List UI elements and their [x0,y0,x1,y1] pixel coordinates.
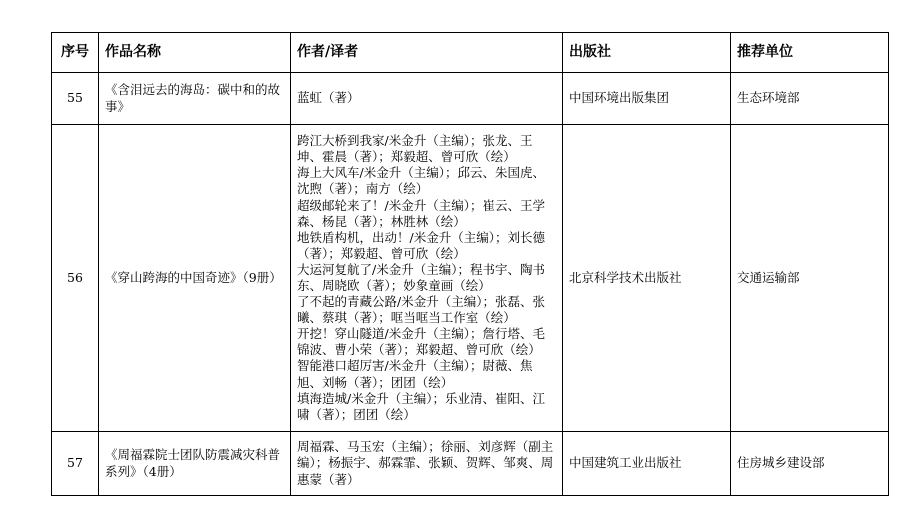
header-author: 作者/译者 [291,33,563,73]
recommendation-table [51,32,889,496]
author-line: 智能港口超厉害/米金升（主编）；尉薇、焦旭、刘畅（著）；团团（绘） [297,358,533,390]
author-line: 跨江大桥到我家/米金升（主编）；张龙、王坤、霍晨（著）；郑毅超、曾可欣（绘） [297,133,533,165]
work-title: 《穿山跨海的中国奇迹》（9册） [99,125,291,432]
author-line: 海上大风车/米金升（主编）；邱云、朱国虎、沈煦（著）；南方（绘） [297,165,545,197]
work-publisher: 中国建筑工业出版社 [563,432,731,496]
author-line: 超级邮轮来了！/米金升（主编）；崔云、王学森、杨昆（著）；林胜林（绘） [297,197,545,229]
header-title: 作品名称 [99,33,291,73]
work-author [291,125,563,432]
header-no: 序号 [52,33,99,73]
row-number: 56 [52,125,99,432]
header-row [52,33,889,73]
work-author: 周福霖、马玉宏（主编）；徐丽、刘彦辉（副主编）；杨振宇、郝霖霏、张颖、贺辉、邹爽、周惠蒙（著） [291,432,563,496]
row-number: 55 [52,73,99,125]
author-line: 地铁盾构机，出动！/米金升（主编）；刘长德（著）；郑毅超、曾可欣（绘） [297,229,545,261]
work-author: 蓝虹（著） [291,73,563,125]
author-line: 开挖！穿山隧道/米金升（主编）；詹行塔、毛锦波、曹小荣（著）；郑毅超、曾可欣（绘） [297,326,545,358]
table-row [52,125,889,432]
row-number: 57 [52,432,99,496]
author-line: 填海造城/米金升（主编）；乐业清、崔阳、江啸（著）；团团（绘） [297,390,545,422]
table-row [52,73,889,125]
header-unit: 推荐单位 [731,33,889,73]
recommending-unit: 住房城乡建设部 [731,432,889,496]
header-publisher: 出版社 [563,33,731,73]
recommending-unit: 交通运输部 [731,125,889,432]
work-publisher: 北京科学技术出版社 [563,125,731,432]
table-row [52,432,889,496]
author-line: 了不起的青藏公路/米金升（主编）；张磊、张曦、蔡琪（著）；哐当哐当工作室（绘） [297,294,545,326]
work-title: 《周福霖院士团队防震减灾科普系列》（4册） [99,432,291,496]
author-line: 大运河复航了/米金升（主编）；程书宇、陶书东、周晓欧（著）；妙象童画（绘） [297,261,545,293]
work-publisher: 中国环境出版集团 [563,73,731,125]
recommending-unit: 生态环境部 [731,73,889,125]
work-title: 《含泪远去的海岛：碳中和的故事》 [99,73,291,125]
